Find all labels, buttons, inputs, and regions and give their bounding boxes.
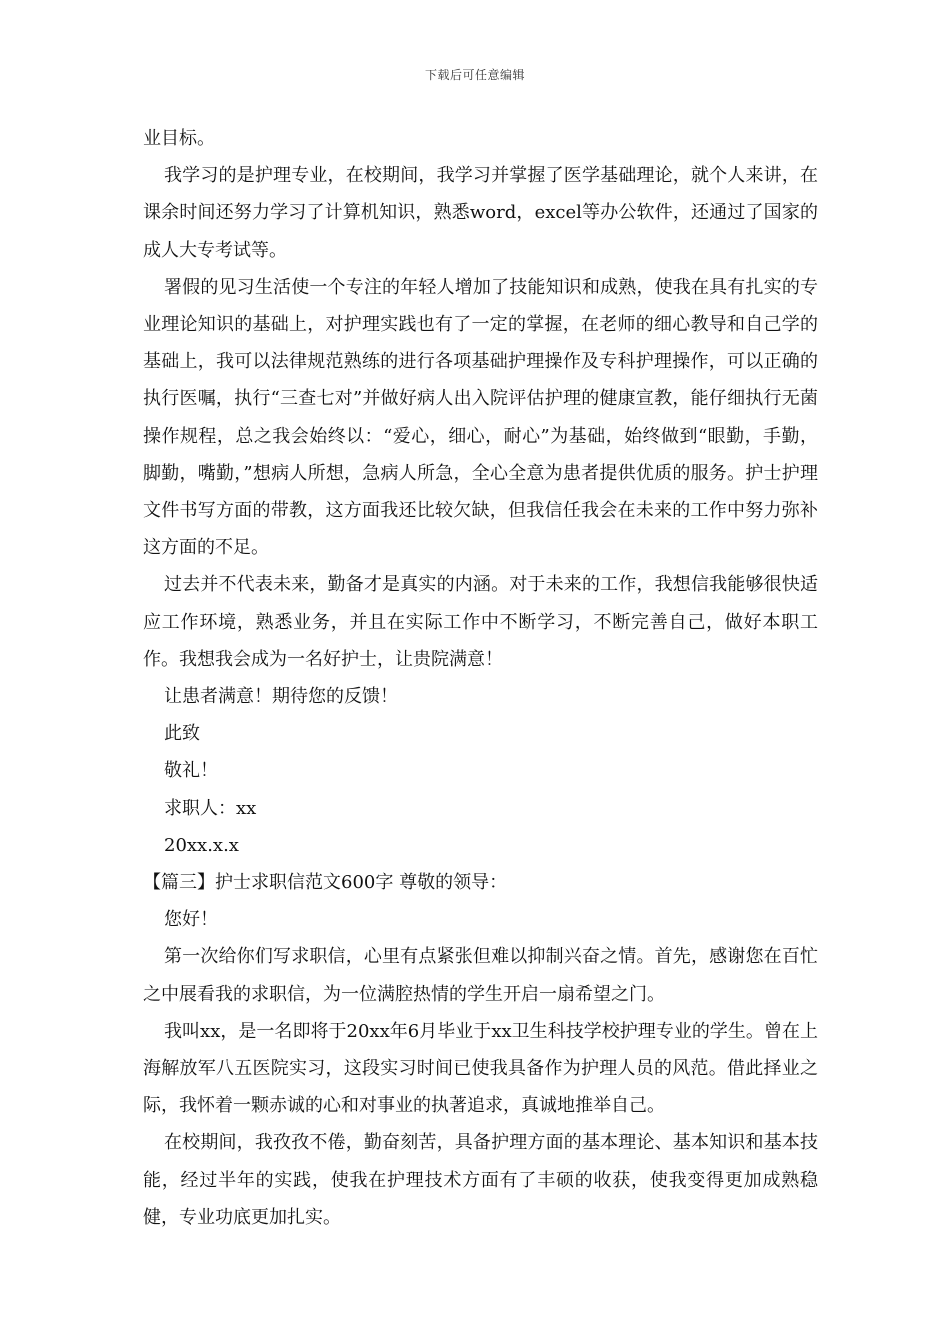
paragraph: 让患者满意！期待您的反馈！ xyxy=(164,686,398,708)
letter-date: 20xx.x.x xyxy=(164,834,239,856)
paragraph: 业目标。 xyxy=(143,128,215,149)
section-heading: 【篇三】护士求职信范文600字 尊敬的领导： xyxy=(143,872,508,894)
applicant-signature: 求职人：xx xyxy=(164,797,257,819)
paragraph: 在校期间，我孜孜不倦，勤奋刻苦，具备护理方面的基本理论、基本知识和基本技能，经过半年的实践，使我在护理技术方面有了丰硕的收获，使我变得更加成熟稳健，专业功底更加扎实。 xyxy=(143,1132,818,1228)
greeting: 您好！ xyxy=(164,909,218,931)
closing-regards: 敬礼！ xyxy=(164,760,218,782)
closing-salutation: 此致 xyxy=(164,723,200,745)
paragraph: 第一次给你们写求职信，心里有点紧张但难以抑制兴奋之情。首先，感谢您在百忙之中展看我的求职信，为一位满腔热情的学生开启一扇希望之门。 xyxy=(143,946,818,1005)
document-body xyxy=(143,120,818,1236)
paragraph: 署假的见习生活使一个专注的年轻人增加了技能知识和成熟，使我在具有扎实的专业理论知识的基础上，对护理实践也有了一定的掌握，在老师的细心教导和自己学的基础上，我可以法律规范熟练的进行各项基础护理操作及专科护理操作，可以正确的执行医嘱，执行“三查七对”并做好病人出入院评估护理的健康宣教，能仔细执行无菌操作规程，总之我会始终以：“爱心，细心，耐心”为基础，始终做到“眼勤，手勤，脚勤，嘴勤，”想病人所想，急病人所急，全心全意为患者提供优质的服务。护士护理文件书写方面的带教，这方面我还比较欠缺，但我信任我会在未来的工作中努力弥补这方面的不足。 xyxy=(143,276,818,559)
paragraph: 过去并不代表未来，勤备才是真实的内涵。对于未来的工作，我想信我能够很快适应工作环境，熟悉业务，并且在实际工作中不断学习，不断完善自己，做好本职工作。我想我会成为一名好护士，让贵院满意！ xyxy=(143,574,818,670)
page-header: 下载后可任意编辑 xyxy=(424,68,525,82)
paragraph: 我叫xx，是一名即将于20xx年6月毕业于xx卫生科技学校护理专业的学生。曾在上海解放军八五医院实习，这段实习时间已使我具备作为护理人员的风范。借此择业之际，我怀着一颗赤诚的心和对事业的执著追求，真诚地推举自己。 xyxy=(143,1020,818,1117)
paragraph: 我学习的是护理专业，在校期间，我学习并掌握了医学基础理论，就个人来讲，在课余时间还努力学习了计算机知识，熟悉word，excel等办公软件，还通过了国家的成人大专考试等。 xyxy=(143,165,818,261)
